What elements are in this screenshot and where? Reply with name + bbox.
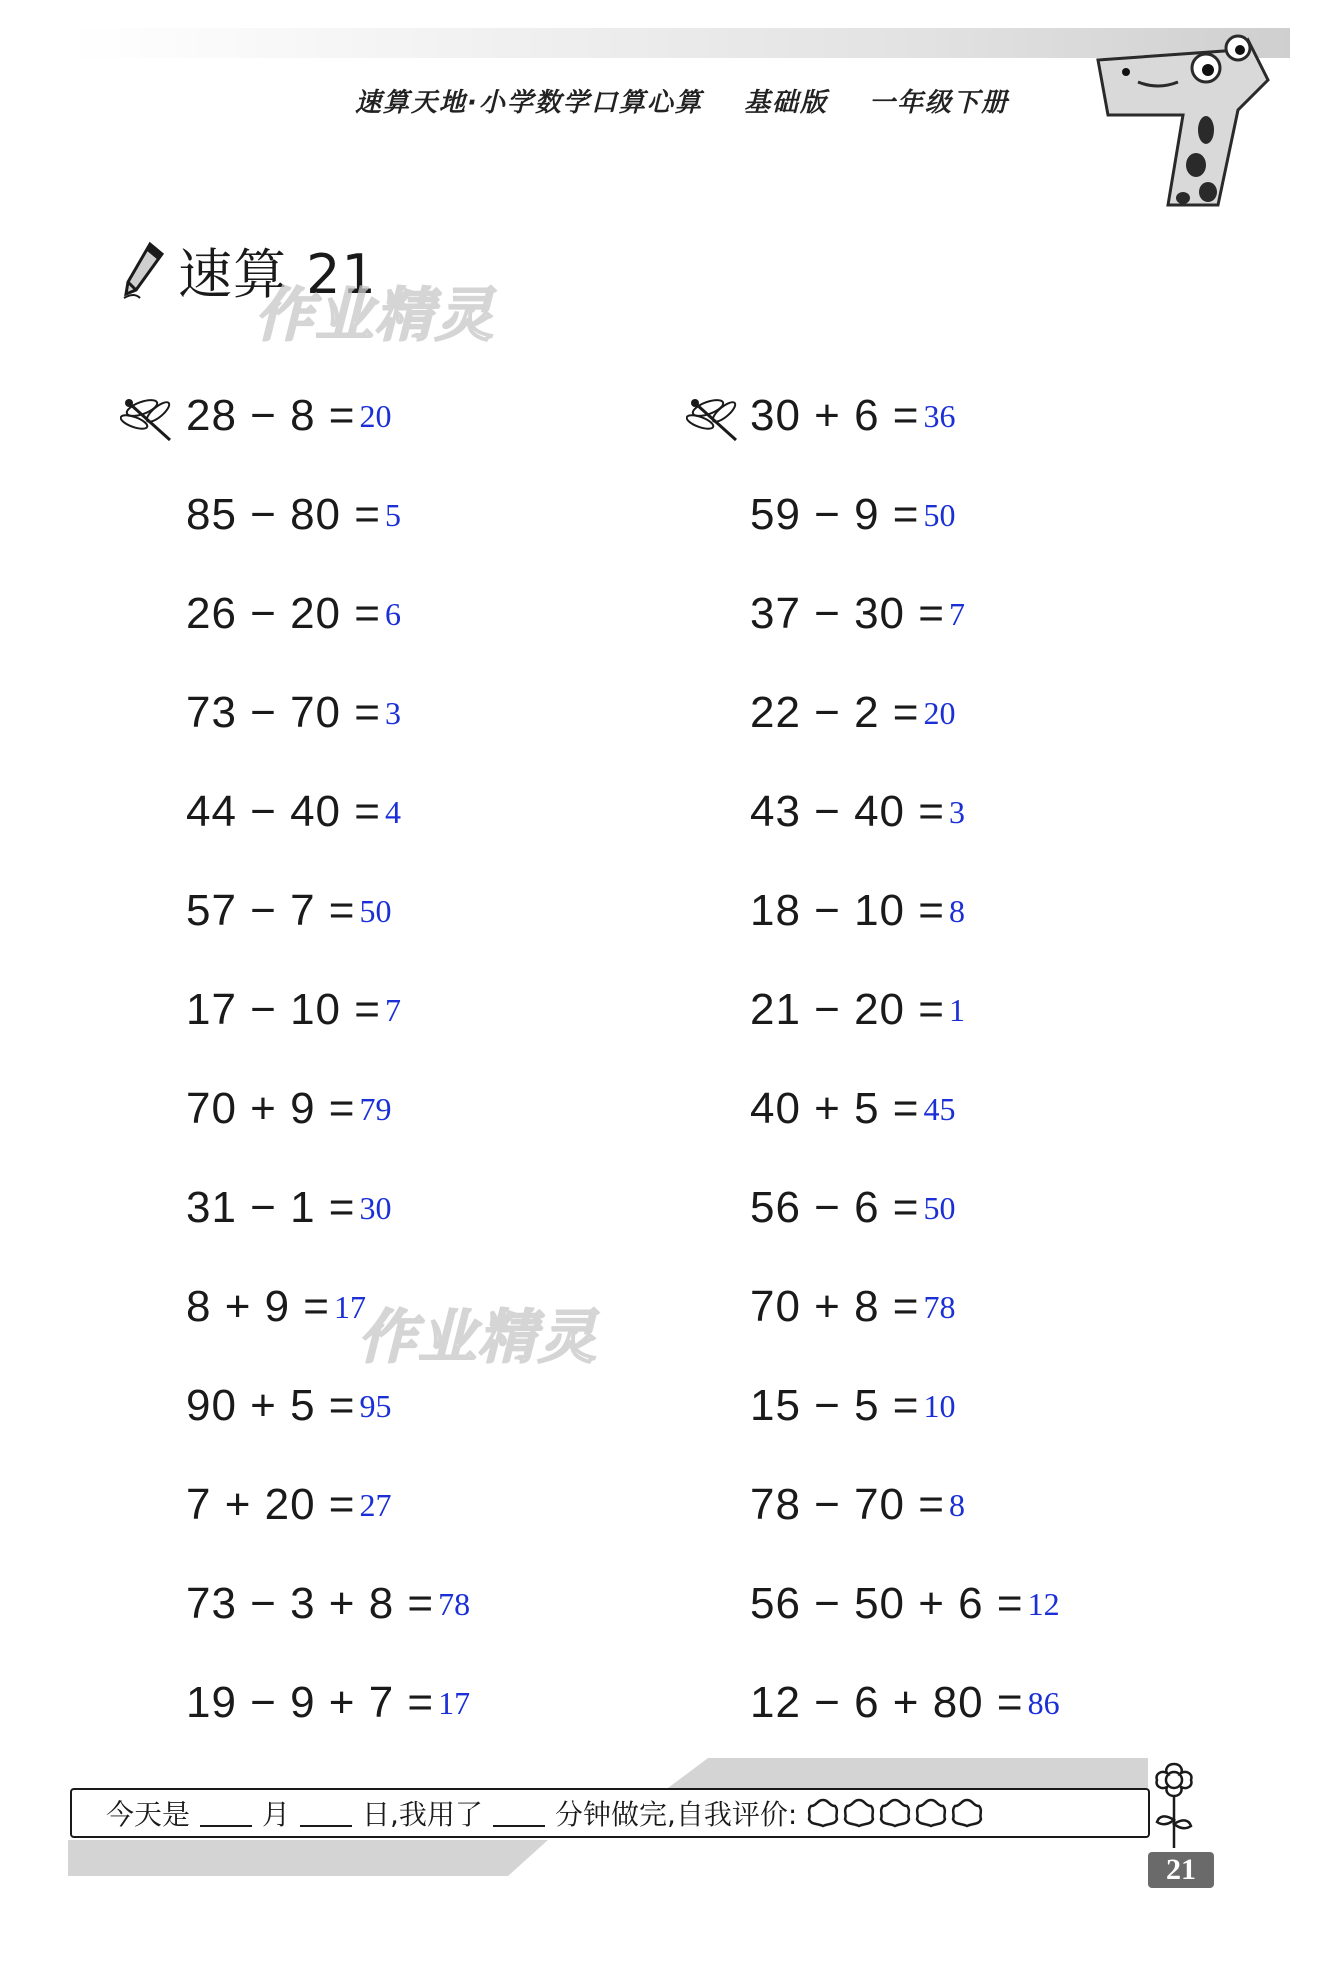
flower-rating-icon[interactable] (949, 1797, 985, 1829)
answer: 78 (438, 1585, 471, 1622)
problem-item (750, 485, 955, 545)
section-title-text: 速算 21 (178, 243, 377, 306)
problem-item (750, 1673, 1060, 1733)
equation: 18 − 10 = (750, 886, 945, 935)
problem-item (186, 584, 401, 644)
page-number: 21 (1148, 1852, 1214, 1888)
problem-item (186, 1376, 391, 1436)
answer: 36 (923, 397, 956, 434)
equation: 19 − 9 + 7 = (186, 1678, 435, 1727)
equation: 73 − 70 = (186, 688, 381, 737)
answer: 45 (923, 1090, 956, 1127)
footer-today: 今天是 (106, 1798, 191, 1831)
equation: 22 − 2 = (750, 688, 920, 737)
answer: 86 (1027, 1684, 1060, 1721)
problem-item (750, 386, 955, 446)
problem-item (186, 683, 401, 743)
answer: 50 (923, 496, 956, 533)
answer: 95 (359, 1387, 392, 1424)
problem-item (750, 1277, 955, 1337)
watermark: 作业精灵 (358, 1303, 599, 1371)
book-title: 速算天地·小学数学口算心算 (355, 88, 703, 118)
equation: 30 + 6 = (750, 391, 920, 440)
answer: 20 (359, 397, 392, 434)
dragonfly-icon (686, 396, 744, 446)
answer: 50 (359, 892, 392, 929)
giraffe-icon (1088, 20, 1288, 210)
minutes-blank[interactable] (493, 1799, 545, 1827)
problem-item (750, 1376, 955, 1436)
problem-item (186, 1277, 366, 1337)
equation: 70 + 9 = (186, 1084, 356, 1133)
equation: 85 − 80 = (186, 490, 381, 539)
equation: 26 − 20 = (186, 589, 381, 638)
dragonfly-icon (120, 396, 178, 446)
problem-item (186, 980, 401, 1040)
answer: 5 (384, 496, 401, 533)
problem-item (186, 881, 391, 941)
problem-item (186, 386, 391, 446)
equation: 70 + 8 = (750, 1282, 920, 1331)
answer: 79 (359, 1090, 392, 1127)
equation: 40 + 5 = (750, 1084, 920, 1133)
pencil-icon (120, 240, 166, 302)
equation: 37 − 30 = (750, 589, 945, 638)
answer: 7 (384, 991, 401, 1028)
footer-month: 月 (262, 1798, 291, 1831)
day-blank[interactable] (300, 1799, 352, 1827)
grade-label: 一年级下册 (869, 88, 1010, 118)
problem-item (750, 683, 955, 743)
equation: 73 − 3 + 8 = (186, 1579, 435, 1628)
equation: 8 + 9 = (186, 1282, 331, 1331)
equation: 7 + 20 = (186, 1480, 356, 1529)
flower-icon (1143, 1758, 1205, 1850)
problem-item (186, 1178, 391, 1238)
problem-item (186, 1673, 470, 1733)
problem-item (750, 1475, 965, 1535)
flower-rating-icon[interactable] (913, 1797, 949, 1829)
problem-item (750, 782, 965, 842)
footer-self-eval: 分钟做完,自我评价: (554, 1798, 798, 1831)
equation: 90 + 5 = (186, 1381, 356, 1430)
problem-item (750, 980, 965, 1040)
answer: 10 (923, 1387, 956, 1424)
answer: 17 (334, 1288, 367, 1325)
answer: 4 (384, 793, 401, 830)
answer: 12 (1027, 1585, 1060, 1622)
flower-rating-icon[interactable] (877, 1797, 913, 1829)
answer: 78 (923, 1288, 956, 1325)
problem-item (750, 1574, 1060, 1634)
answer: 3 (948, 793, 965, 830)
equation: 56 − 50 + 6 = (750, 1579, 1024, 1628)
running-header (355, 82, 1039, 119)
equation: 56 − 6 = (750, 1183, 920, 1232)
problem-item (750, 1178, 955, 1238)
answer: 6 (384, 595, 401, 632)
equation: 59 − 9 = (750, 490, 920, 539)
answer: 8 (948, 1486, 965, 1523)
answer: 7 (948, 595, 965, 632)
month-blank[interactable] (200, 1799, 252, 1827)
problem-item (750, 881, 965, 941)
answer: 3 (384, 694, 401, 731)
answer: 27 (359, 1486, 392, 1523)
equation: 44 − 40 = (186, 787, 381, 836)
problem-item (186, 1475, 391, 1535)
answer: 20 (923, 694, 956, 731)
flower-rating-icon[interactable] (805, 1797, 841, 1829)
flower-rating-icon[interactable] (841, 1797, 877, 1829)
equation: 31 − 1 = (186, 1183, 356, 1232)
equation: 57 − 7 = (186, 886, 356, 935)
equation: 21 − 20 = (750, 985, 945, 1034)
problem-item (750, 1079, 955, 1139)
problem-item (186, 1574, 470, 1634)
answer: 50 (923, 1189, 956, 1226)
equation: 17 − 10 = (186, 985, 381, 1034)
edition-label: 基础版 (743, 88, 828, 118)
footer-day-used: 日,我用了 (362, 1798, 483, 1831)
problem-item (186, 1079, 391, 1139)
problem-item (186, 485, 401, 545)
answer: 30 (359, 1189, 392, 1226)
equation: 43 − 40 = (750, 787, 945, 836)
equation: 15 − 5 = (750, 1381, 920, 1430)
equation: 78 − 70 = (750, 1480, 945, 1529)
problem-item (186, 782, 401, 842)
answer: 17 (438, 1684, 471, 1721)
equation: 28 − 8 = (186, 391, 356, 440)
answer: 8 (948, 892, 965, 929)
completion-record (70, 1788, 1150, 1838)
problem-item (750, 584, 965, 644)
answer: 1 (948, 991, 965, 1028)
rating-flowers (805, 1797, 985, 1829)
watermark: 作业精灵 (255, 281, 496, 349)
equation: 12 − 6 + 80 = (750, 1678, 1024, 1727)
